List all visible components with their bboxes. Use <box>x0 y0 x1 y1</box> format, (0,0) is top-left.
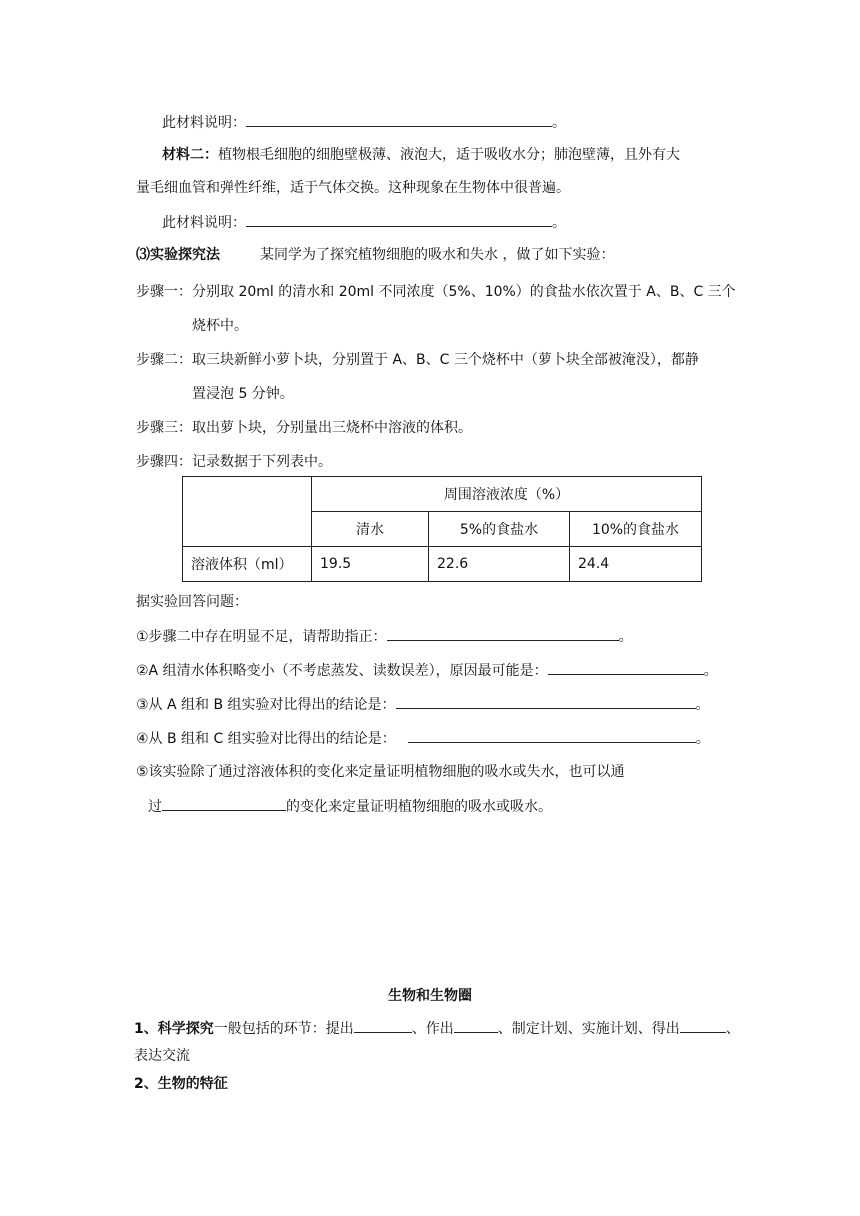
question-3-text: ③从 A 组和 B 组实验对比得出的结论是： <box>136 697 396 713</box>
experiment-intro: 某同学为了探究植物细胞的吸水和失水 ，做了如下实验： <box>260 247 615 263</box>
material2-text2: 量毛细血管和弹性纤维，适于气体交换。这种现象在生物体中很普遍。 <box>136 180 570 196</box>
step3-line <box>136 418 472 438</box>
material2-line1 <box>162 145 680 165</box>
table-cell: 19.5 <box>312 547 429 582</box>
step2-text: 步骤二：取三块新鲜小萝卜块，分别置于 A、B、C 三个烧杯中（萝卜块全部被淹没），都静 <box>136 352 699 368</box>
material2-text1: 植物根毛细胞的细胞壁极薄、液泡大，适于吸收水分；肺泡壁薄，且外有大 <box>218 147 680 163</box>
question-1-text: ①步骤二中存在明显不足，请帮助指正： <box>136 629 387 645</box>
answer-blank[interactable] <box>680 1018 726 1033</box>
question-5-pre: 过 <box>148 799 162 815</box>
material2-note-line <box>162 212 566 233</box>
questions-intro: 据实验回答问题： <box>136 594 248 610</box>
item-1-text-line2: 表达交流 <box>134 1048 190 1064</box>
questions-intro-line <box>136 592 248 612</box>
table-corner-cell <box>183 477 312 547</box>
table-row-label: 溶液体积（ml） <box>183 547 312 582</box>
step2-line2 <box>192 384 294 404</box>
question-4 <box>136 728 710 749</box>
answer-blank[interactable] <box>454 1018 498 1033</box>
item-1-text-a: 一般包括的环节：提出 <box>213 1021 354 1037</box>
data-table <box>182 476 702 582</box>
question-5-line2 <box>148 796 552 817</box>
item-1-text-c: 、制定计划、实施计划、得出 <box>497 1021 680 1037</box>
table-group-header: 周围溶液浓度（%） <box>312 477 702 512</box>
table-column-header: 5%的食盐水 <box>429 512 570 547</box>
table-column-header: 清水 <box>312 512 429 547</box>
table-cell: 24.4 <box>570 547 702 582</box>
question-5-post: 的变化来定量证明植物细胞的吸水或吸水。 <box>286 799 552 815</box>
step2-line1 <box>136 350 699 370</box>
material2-note-label: 此材料说明： <box>162 215 246 231</box>
item-1-text-b: 、作出 <box>411 1021 454 1037</box>
question-1 <box>136 626 633 647</box>
end-mark: 。 <box>695 697 710 713</box>
answer-blank[interactable] <box>246 112 552 127</box>
answer-blank[interactable] <box>408 728 696 743</box>
step2-text-cont: 置浸泡 5 分钟。 <box>192 386 294 402</box>
material1-note-line <box>162 112 566 133</box>
step1-line2 <box>192 316 248 336</box>
section-item-2: 2、生物的特征 <box>134 1076 228 1092</box>
end-mark: 。 <box>552 215 566 231</box>
answer-blank[interactable] <box>396 694 696 709</box>
item-1-label: 1、科学探究 <box>134 1021 214 1037</box>
end-mark: 。 <box>695 731 710 747</box>
step4-text: 步骤四：记录数据于下列表中。 <box>136 454 332 470</box>
table-column-header: 10%的食盐水 <box>570 512 702 547</box>
question-2-text: ②A 组清水体积略变小（不考虑蒸发、读数误差），原因最可能是： <box>136 663 548 679</box>
answer-blank[interactable] <box>246 212 552 227</box>
step3-text: 步骤三：取出萝卜块，分别量出三烧杯中溶液的体积。 <box>136 420 472 436</box>
step1-text: 步骤一：分别取 20ml 的清水和 20ml 不同浓度（5%、10%）的食盐水依次置于 A、B、C 三个 <box>136 284 736 300</box>
table-row <box>183 477 702 512</box>
question-4-text: ④从 B 组和 C 组实验对比得出的结论是： <box>136 731 396 747</box>
answer-blank[interactable] <box>387 626 619 641</box>
question-3 <box>136 694 710 715</box>
section-title: 生物和生物圈 <box>388 988 472 1004</box>
end-mark: 。 <box>703 663 718 679</box>
step1-line1 <box>136 282 736 302</box>
step1-text-cont: 烧杯中。 <box>192 318 248 334</box>
table-row <box>183 547 702 582</box>
question-5-line1 <box>136 762 625 782</box>
experiment-intro-line <box>136 245 614 265</box>
step4-line <box>136 452 332 472</box>
end-mark: 。 <box>552 115 566 131</box>
material2-label: 材料二： <box>162 147 218 163</box>
material2-line2 <box>136 178 570 198</box>
table-cell: 22.6 <box>429 547 570 582</box>
experiment-label: ⑶实验探究法 <box>136 247 220 263</box>
answer-blank[interactable] <box>548 660 704 675</box>
answer-blank[interactable] <box>162 796 286 811</box>
material1-note-label: 此材料说明： <box>162 115 246 131</box>
end-mark: 。 <box>618 629 633 645</box>
section-item-1 <box>134 1018 740 1039</box>
question-5-text: ⑤该实验除了通过溶液体积的变化来定量证明植物细胞的吸水或失水，也可以通 <box>136 764 625 780</box>
answer-blank[interactable] <box>354 1018 412 1033</box>
question-2 <box>136 660 718 681</box>
section-item-1-line2 <box>134 1046 190 1066</box>
item-1-text-d: 、 <box>725 1021 740 1037</box>
